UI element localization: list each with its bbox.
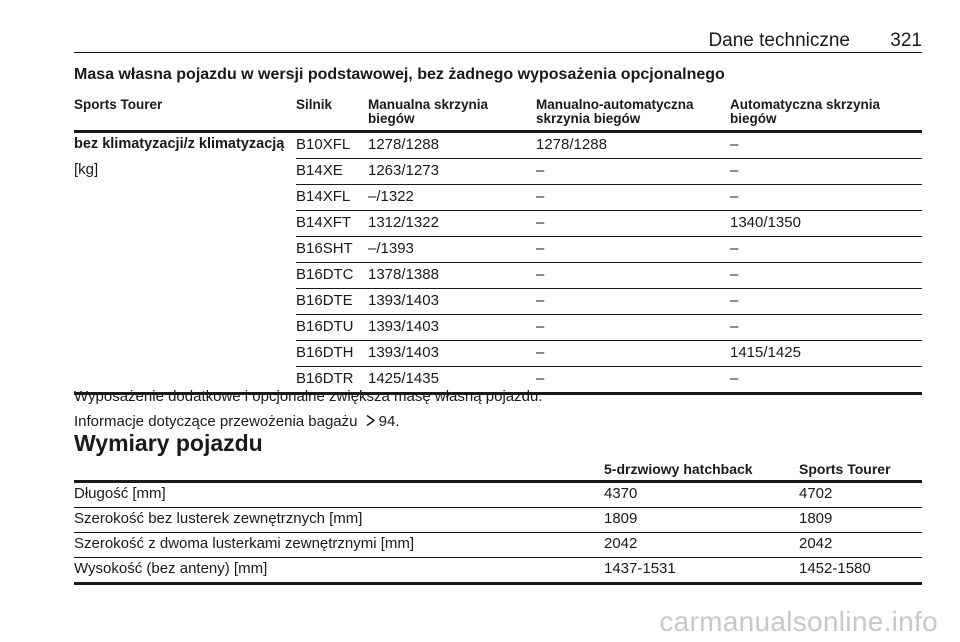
engine-code-cell: B14XE bbox=[296, 159, 368, 185]
mass-value-cell: 1415/1425 bbox=[730, 341, 922, 367]
mass-value-cell: – bbox=[536, 367, 730, 394]
column-header-semi-automatic: Manualno-automatyczna skrzynia biegów bbox=[536, 98, 730, 132]
engine-code-cell: B14XFT bbox=[296, 211, 368, 237]
note-additional-equipment: Wyposażenie dodatkowe i opcjonalne zwiększa masę własną pojazdu. bbox=[74, 388, 543, 405]
page-header bbox=[74, 30, 922, 53]
dimensions-title: Wymiary pojazdu bbox=[74, 430, 263, 456]
mass-value-cell: – bbox=[730, 132, 922, 159]
table-row bbox=[74, 482, 922, 508]
engine-code-cell: B16SHT bbox=[296, 237, 368, 263]
page-header-title: Dane techniczne bbox=[708, 30, 850, 51]
mass-value-cell: – bbox=[536, 237, 730, 263]
mass-value-cell: 1263/1273 bbox=[368, 159, 536, 185]
mass-value-cell: – bbox=[536, 315, 730, 341]
table-row bbox=[74, 533, 922, 558]
mass-value-cell: –/1322 bbox=[368, 185, 536, 211]
mass-value-cell: – bbox=[536, 185, 730, 211]
note-luggage-text: Informacje dotyczące przewożenia bagażu bbox=[74, 413, 358, 430]
engine-code-cell: B14XFL bbox=[296, 185, 368, 211]
mass-value-cell: 1312/1322 bbox=[368, 211, 536, 237]
dimension-value-cell: 1452-1580 bbox=[799, 558, 922, 584]
mass-value-cell: 1278/1288 bbox=[368, 132, 536, 159]
mass-table bbox=[74, 98, 922, 395]
mass-value-cell: 1393/1403 bbox=[368, 341, 536, 367]
mass-value-cell: – bbox=[536, 211, 730, 237]
dimension-label-cell: Szerokość z dwoma lusterkami zewnętrznymi [mm] bbox=[74, 533, 604, 558]
ac-variant-label: bez klimatyzacji/z klimatyzacją bbox=[74, 136, 285, 152]
column-header-manual: Manualna skrzynia biegów bbox=[368, 98, 536, 132]
mass-value-cell: – bbox=[730, 367, 922, 394]
table-row bbox=[74, 508, 922, 533]
dimension-label-cell: Wysokość (bez anteny) [mm] bbox=[74, 558, 604, 584]
mass-value-cell: – bbox=[730, 315, 922, 341]
mass-section-heading: Masa własna pojazdu w wersji podstawowej, bez żadnego wyposażenia opcjonalnego bbox=[74, 66, 725, 83]
variant-label-cell bbox=[74, 132, 296, 394]
dimensions-header-label bbox=[74, 460, 604, 482]
unit-label: [kg] bbox=[74, 161, 99, 178]
dimension-value-cell: 2042 bbox=[604, 533, 799, 558]
dimension-label-cell: Długość [mm] bbox=[74, 482, 604, 508]
table-row bbox=[74, 132, 922, 159]
mass-value-cell: – bbox=[730, 237, 922, 263]
engine-code-cell: B10XFL bbox=[296, 132, 368, 159]
column-header-hatchback: 5-drzwiowy hatchback bbox=[604, 460, 799, 482]
mass-value-cell: – bbox=[536, 263, 730, 289]
dimension-value-cell: 1809 bbox=[799, 508, 922, 533]
dimension-value-cell: 1437-1531 bbox=[604, 558, 799, 584]
mass-value-cell: 1393/1403 bbox=[368, 289, 536, 315]
dimensions-header-row bbox=[74, 460, 922, 482]
engine-code-cell: B16DTU bbox=[296, 315, 368, 341]
engine-code-cell: B16DTC bbox=[296, 263, 368, 289]
engine-code-cell: B16DTE bbox=[296, 289, 368, 315]
mass-table-header-row bbox=[74, 98, 922, 132]
note-luggage bbox=[74, 413, 400, 430]
luggage-page-link[interactable]: 94. bbox=[378, 413, 400, 430]
mass-value-cell: – bbox=[730, 185, 922, 211]
mass-value-cell: – bbox=[536, 159, 730, 185]
mass-value-cell: – bbox=[536, 289, 730, 315]
engine-code-cell: B16DTR bbox=[296, 367, 368, 394]
column-header-automatic: Automatyczna skrzynia biegów bbox=[730, 98, 922, 132]
engine-code-cell: B16DTH bbox=[296, 341, 368, 367]
mass-value-cell: 1425/1435 bbox=[368, 367, 536, 394]
mass-value-cell: 1393/1403 bbox=[368, 315, 536, 341]
page-reference-arrow-icon bbox=[365, 414, 376, 427]
column-header-sports-tourer: Sports Tourer bbox=[74, 98, 296, 132]
mass-value-cell: –/1393 bbox=[368, 237, 536, 263]
dimension-value-cell: 2042 bbox=[799, 533, 922, 558]
column-header-engine: Silnik bbox=[296, 98, 368, 132]
dimension-value-cell: 4370 bbox=[604, 482, 799, 508]
mass-value-cell: – bbox=[730, 159, 922, 185]
dimension-value-cell: 4702 bbox=[799, 482, 922, 508]
mass-value-cell: – bbox=[730, 263, 922, 289]
dimension-value-cell: 1809 bbox=[604, 508, 799, 533]
column-header-sports-tourer-dim: Sports Tourer bbox=[799, 460, 922, 482]
mass-value-cell: – bbox=[730, 289, 922, 315]
page-number: 321 bbox=[890, 30, 922, 51]
mass-value-cell: 1378/1388 bbox=[368, 263, 536, 289]
mass-value-cell: 1278/1288 bbox=[536, 132, 730, 159]
mass-value-cell: 1340/1350 bbox=[730, 211, 922, 237]
dimension-label-cell: Szerokość bez lusterek zewnętrznych [mm] bbox=[74, 508, 604, 533]
dimensions-table bbox=[74, 460, 922, 585]
watermark: carmanualsonline.info bbox=[659, 606, 938, 637]
table-row bbox=[74, 558, 922, 584]
mass-value-cell: – bbox=[536, 341, 730, 367]
